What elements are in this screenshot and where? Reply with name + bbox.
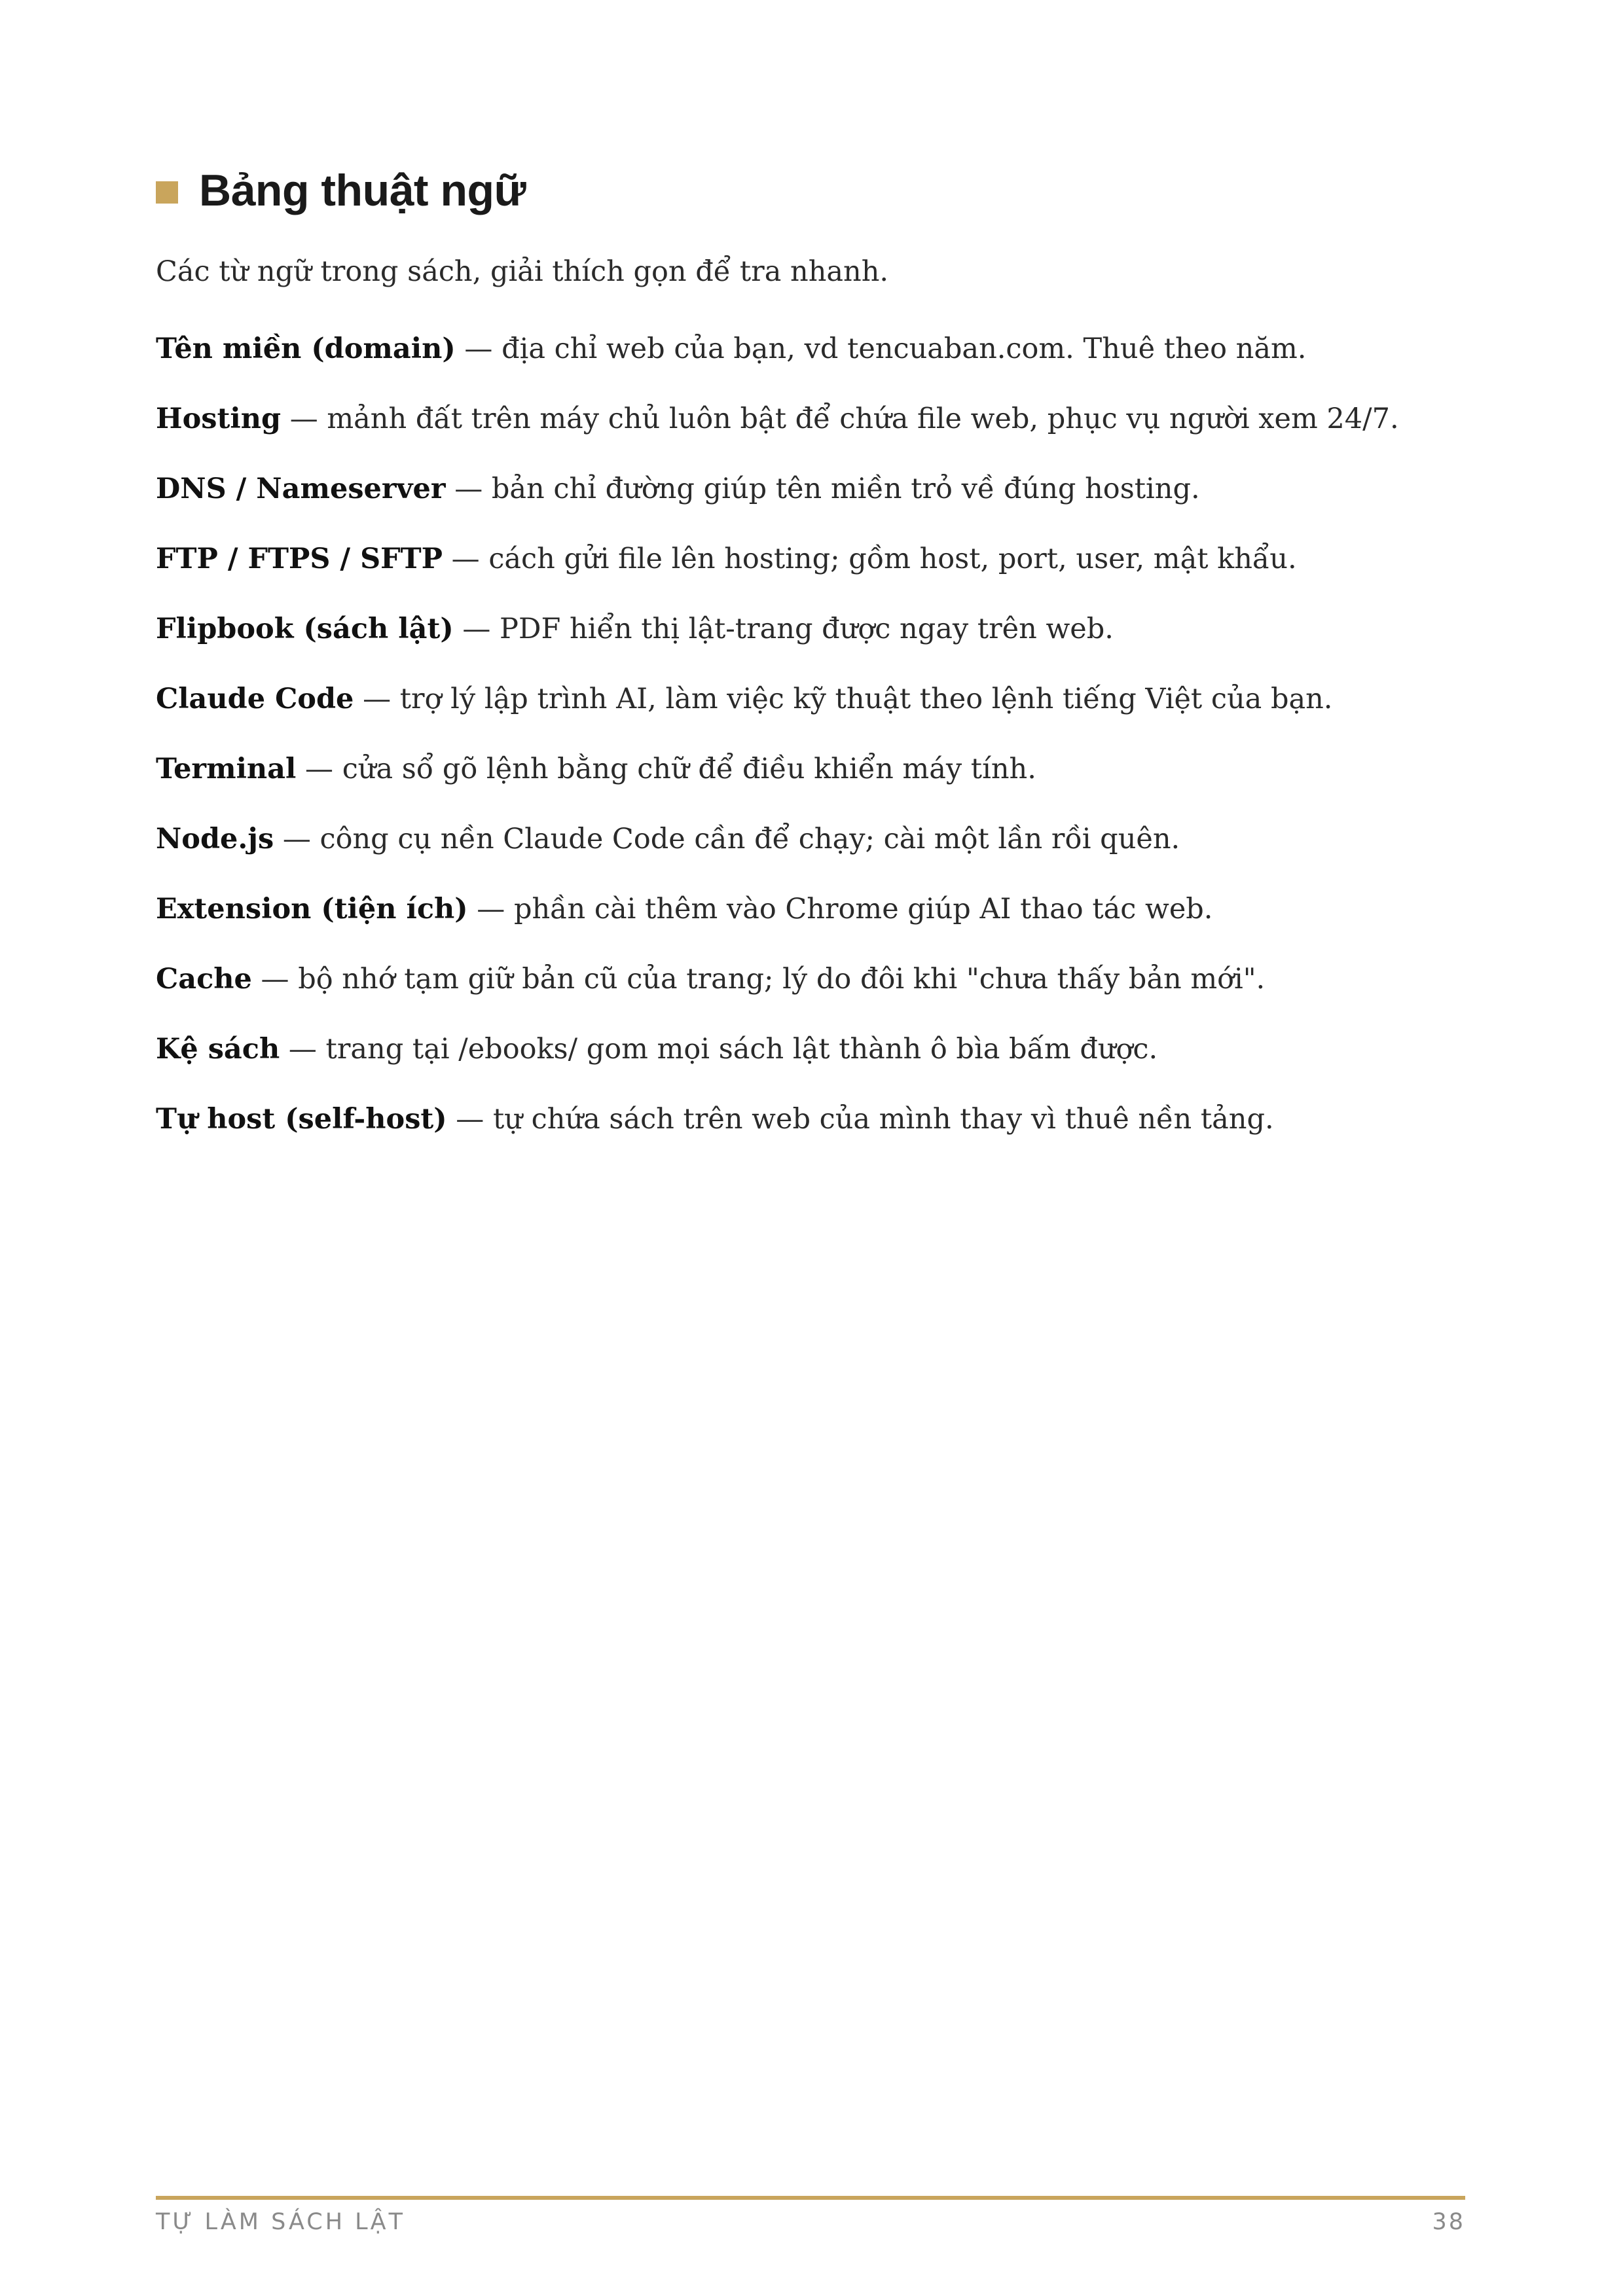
glossary-term: DNS / Nameserver — [156, 473, 446, 505]
glossary-term: Tự host (self-host) — [156, 1103, 447, 1136]
page-title: Bảng thuật ngữ — [199, 166, 526, 215]
glossary-entry — [156, 960, 1399, 1030]
glossary-definition: — PDF hiển thị lật-trang được ngay trên web. — [453, 613, 1114, 645]
glossary-term: Node.js — [156, 823, 274, 855]
glossary-term: Terminal — [156, 753, 297, 785]
glossary-definition: — công cụ nền Claude Code cần để chạy; cài một lần rồi quên. — [274, 823, 1180, 855]
glossary-definition: — mảnh đất trên máy chủ luôn bật để chứa file web, phục vụ người xem 24/7. — [281, 403, 1399, 435]
glossary-definition: — địa chỉ web của bạn, vd tencuaban.com. Thuê theo năm. — [455, 332, 1307, 365]
glossary-entry — [156, 679, 1399, 749]
glossary-entry — [156, 329, 1399, 399]
intro-paragraph: Các từ ngữ trong sách, giải thích gọn để tra nhanh. — [156, 255, 889, 288]
glossary-term: Claude Code — [156, 683, 354, 715]
page-number: 38 — [1432, 2209, 1465, 2235]
glossary-entry — [156, 1030, 1399, 1100]
glossary-entry — [156, 749, 1399, 819]
glossary-term: Flipbook (sách lật) — [156, 613, 454, 645]
heading-accent-square — [156, 181, 178, 204]
glossary-term: Tên miền (domain) — [156, 332, 456, 365]
glossary-term: FTP / FTPS / SFTP — [156, 543, 443, 575]
glossary-definition: — trang tại /ebooks/ gom mọi sách lật thành ô bìa bấm được. — [280, 1033, 1158, 1066]
footer-book-title: TỰ LÀM SÁCH LẬT — [156, 2209, 405, 2235]
glossary-definition: — cách gửi file lên hosting; gồm host, port, user, mật khẩu. — [442, 543, 1297, 575]
glossary-entry — [156, 1100, 1399, 1170]
glossary-definition: — tự chứa sách trên web của mình thay vì thuê nền tảng. — [447, 1103, 1274, 1136]
glossary-definition: — phần cài thêm vào Chrome giúp AI thao tác web. — [467, 893, 1213, 925]
glossary-entry — [156, 819, 1399, 889]
glossary-entry — [156, 889, 1399, 960]
section-heading — [156, 165, 526, 216]
glossary-definition: — bộ nhớ tạm giữ bản cũ của trang; lý do đôi khi "chưa thấy bản mới". — [251, 963, 1266, 996]
glossary-list — [156, 329, 1399, 1170]
glossary-term: Cache — [156, 963, 252, 996]
glossary-term: Extension (tiện ích) — [156, 893, 468, 925]
glossary-definition: — bản chỉ đường giúp tên miền trỏ về đúng hosting. — [445, 473, 1200, 505]
glossary-entry — [156, 539, 1399, 609]
footer-divider — [156, 2196, 1465, 2200]
glossary-entry — [156, 469, 1399, 539]
glossary-entry — [156, 609, 1399, 679]
glossary-term: Kệ sách — [156, 1033, 280, 1066]
glossary-term: Hosting — [156, 403, 282, 435]
glossary-entry — [156, 399, 1399, 469]
glossary-definition: — trợ lý lập trình AI, làm việc kỹ thuật theo lệnh tiếng Việt của bạn. — [354, 683, 1333, 715]
glossary-definition: — cửa sổ gõ lệnh bằng chữ để điều khiển máy tính. — [296, 753, 1036, 785]
